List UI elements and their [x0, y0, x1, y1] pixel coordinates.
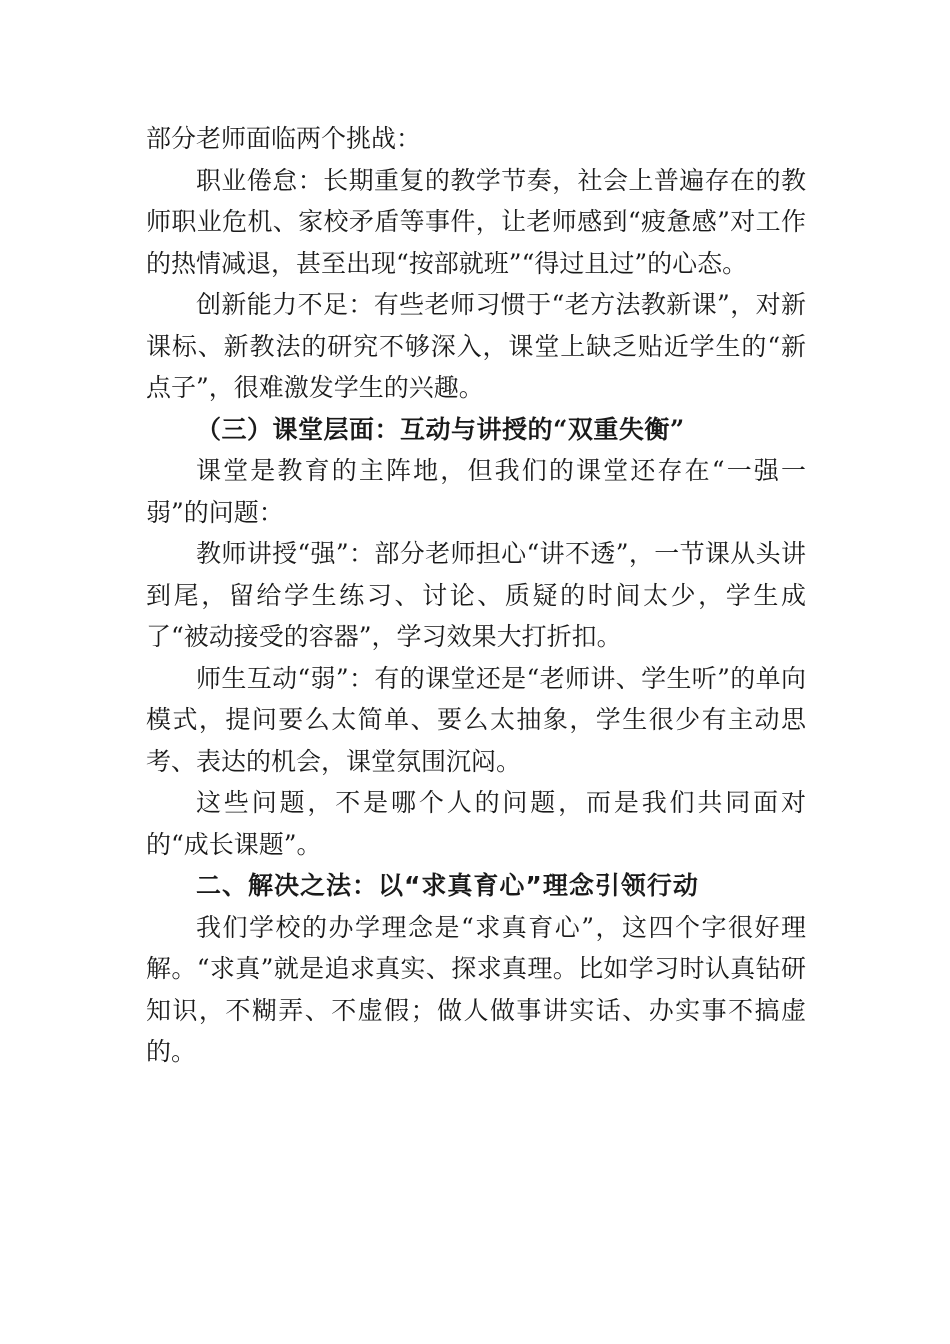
section-heading-classroom: （三）课堂层面：互动与讲授的“双重失衡”: [196, 414, 685, 444]
document-body: [146, 118, 806, 1073]
paragraph-innovation: 创新能力不足：有些老师习惯于“老方法教新课”，对新课标、新教法的研究不够深入，课堂上缺乏贴近学生的“新点子”，很难激发学生的兴趣。: [146, 290, 806, 402]
paragraph-teaching-strong: 教师讲授“强”：部分老师担心“讲不透”，一节课从头讲到尾，留给学生练习、讨论、质疑的时间太少，学生成了“被动接受的容器”，学习效果大打折扣。: [146, 539, 806, 651]
paragraph-interaction-weak: 师生互动“弱”：有的课堂还是“老师讲、学生听”的单向模式，提问要么太简单、要么太抽象，学生很少有主动思考、表达的机会，课堂氛围沉闷。: [146, 663, 807, 776]
paragraph-school-philosophy: 我们学校的办学理念是“求真育心”，这四个字很好理解。“求真”就是追求真实、探求真理。比如学习时认真钻研知识，不糊弄、不虚假；做人做事讲实话、办实事不搞虚的。: [146, 912, 806, 1066]
section-heading-solution: 二、解决之法：以“求真育心”理念引领行动: [196, 871, 699, 900]
paragraph-summary: 这些问题，不是哪个人的问题，而是我们共同面对的“成长课题”。: [146, 788, 806, 859]
paragraph-job-burnout: 职业倦怠：长期重复的教学节奏，社会上普遍存在的教师职业危机、家校矛盾等事件，让老师感到“疲惫感”对工作的热情减退，甚至出现“按部就班”“得过且过”的心态。: [146, 165, 806, 278]
paragraph-classroom-intro: 课堂是教育的主阵地，但我们的课堂还存在“一强一弱”的问题：: [146, 456, 806, 527]
paragraph-intro: 部分老师面临两个挑战：: [146, 124, 422, 153]
